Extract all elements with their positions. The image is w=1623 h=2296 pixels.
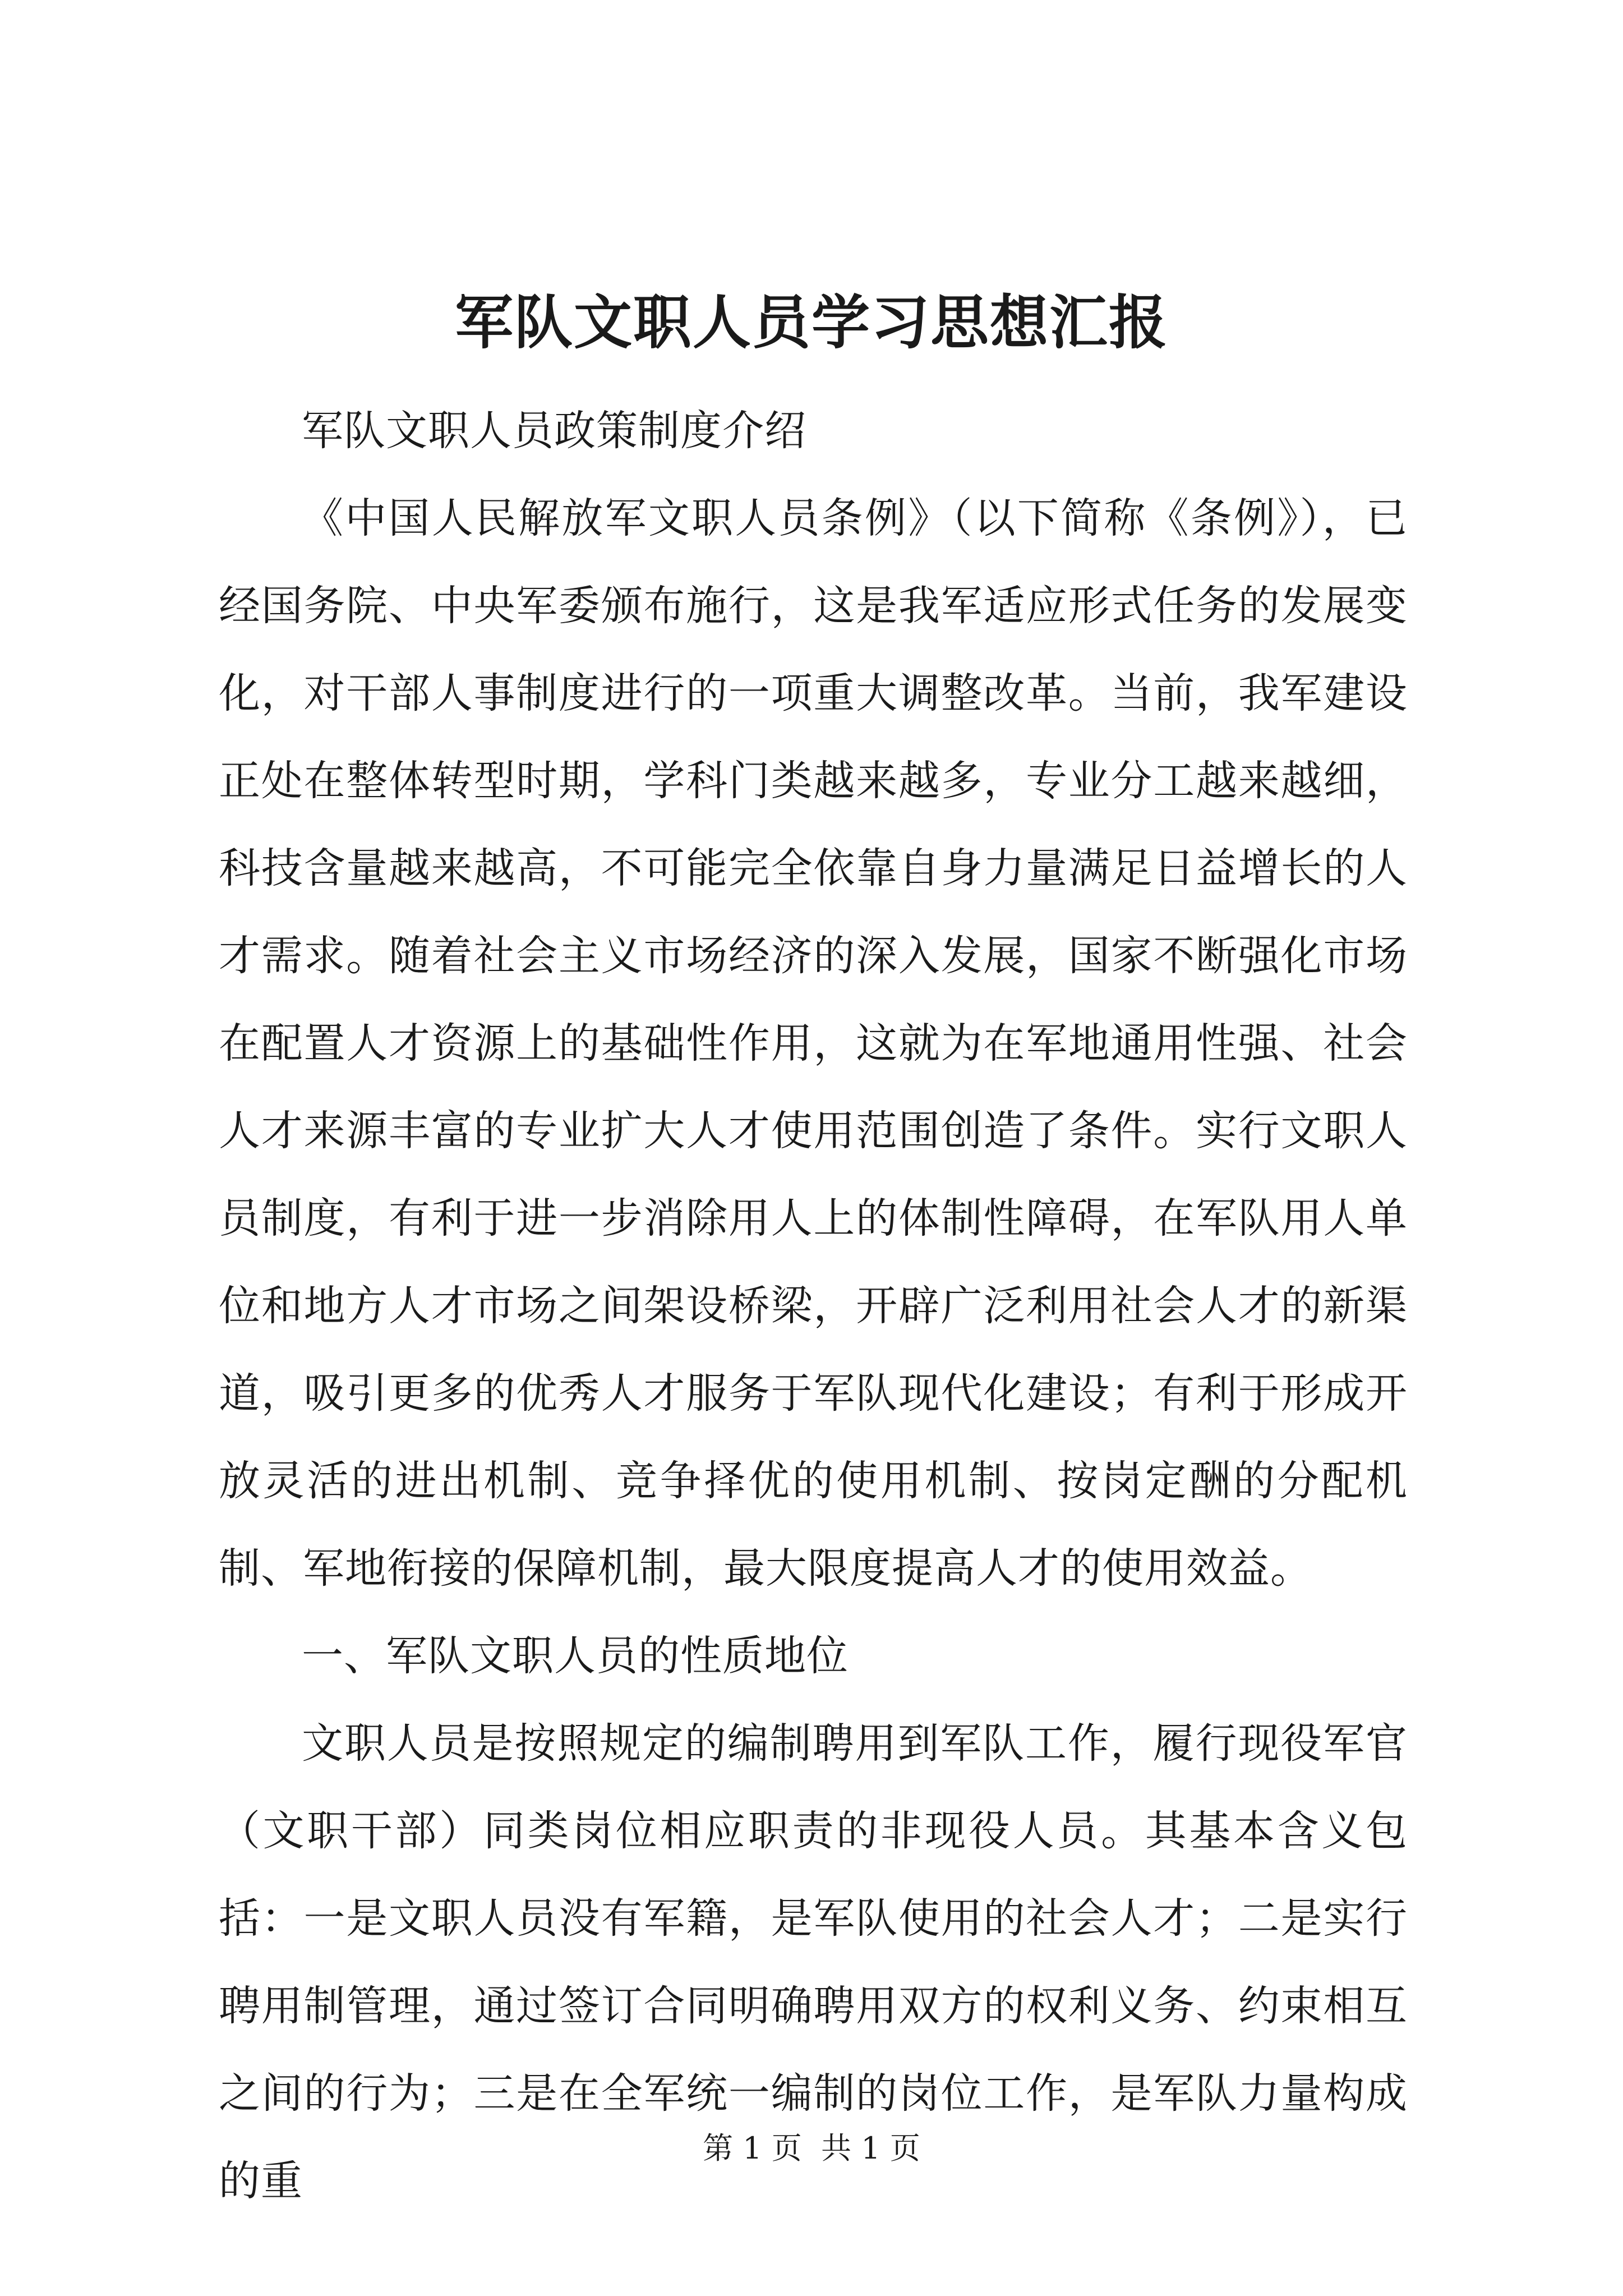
document-title: 军队文职人员学习思想汇报 xyxy=(454,288,1168,357)
paragraph-definition: 文职人员是按照规定的编制聘用到军队工作，履行现役军官（文职干部）同类岗位相应职责的非现役人员。其基本含义包括：一是文职人员没有军籍，是军队使用的社会人才；二是实行聘用制管理，通过签订合同明确聘用双方的权利义务、约束相互之间的行为；三是在全军统一编制的岗位工作，是军队力量构成的重 xyxy=(219,1719,1408,2205)
paragraph-section-heading: 一、军队文职人员的性质地位 xyxy=(302,1632,849,1680)
paragraph-policy-intro: 军队文职人员政策制度介绍 xyxy=(302,407,806,455)
paragraph-regulations: 《中国人民解放军文职人员条例》（以下简称《条例》），已经国务院、中央军委颁布施行，这是我军适应形式任务的发展变化，对干部人事制度进行的一项重大调整改革。当前，我军建设正处在整体转型时期，学科门类越来越多，专业分工越来越细，科技含量越来越高，不可能完全依靠自身力量满足日益增长的人才需求。随着社会主义市场经济的深入发展，国家不断强化市场在配置人才资源上的基础性作用，这就为在军地通用性强、社会人才来源丰富的专业扩大人才使用范围创造了条件。实行文职人员制度，有利于进一步消除用人上的体制性障碍，在军队用人单位和地方人才市场之间架设桥梁，开辟广泛利用社会人才的新渠道，吸引更多的优秀人才服务于军队现代化建设；有利于形成开放灵活的进出机制、竞争择优的使用机制、按岗定酬的分配机制、军地衔接的保障机制，最大限度提高人才的使用效益。 xyxy=(219,494,1408,1593)
document-body xyxy=(219,387,1408,2225)
page-footer: 第 1 页 共 1 页 xyxy=(703,2131,920,2166)
